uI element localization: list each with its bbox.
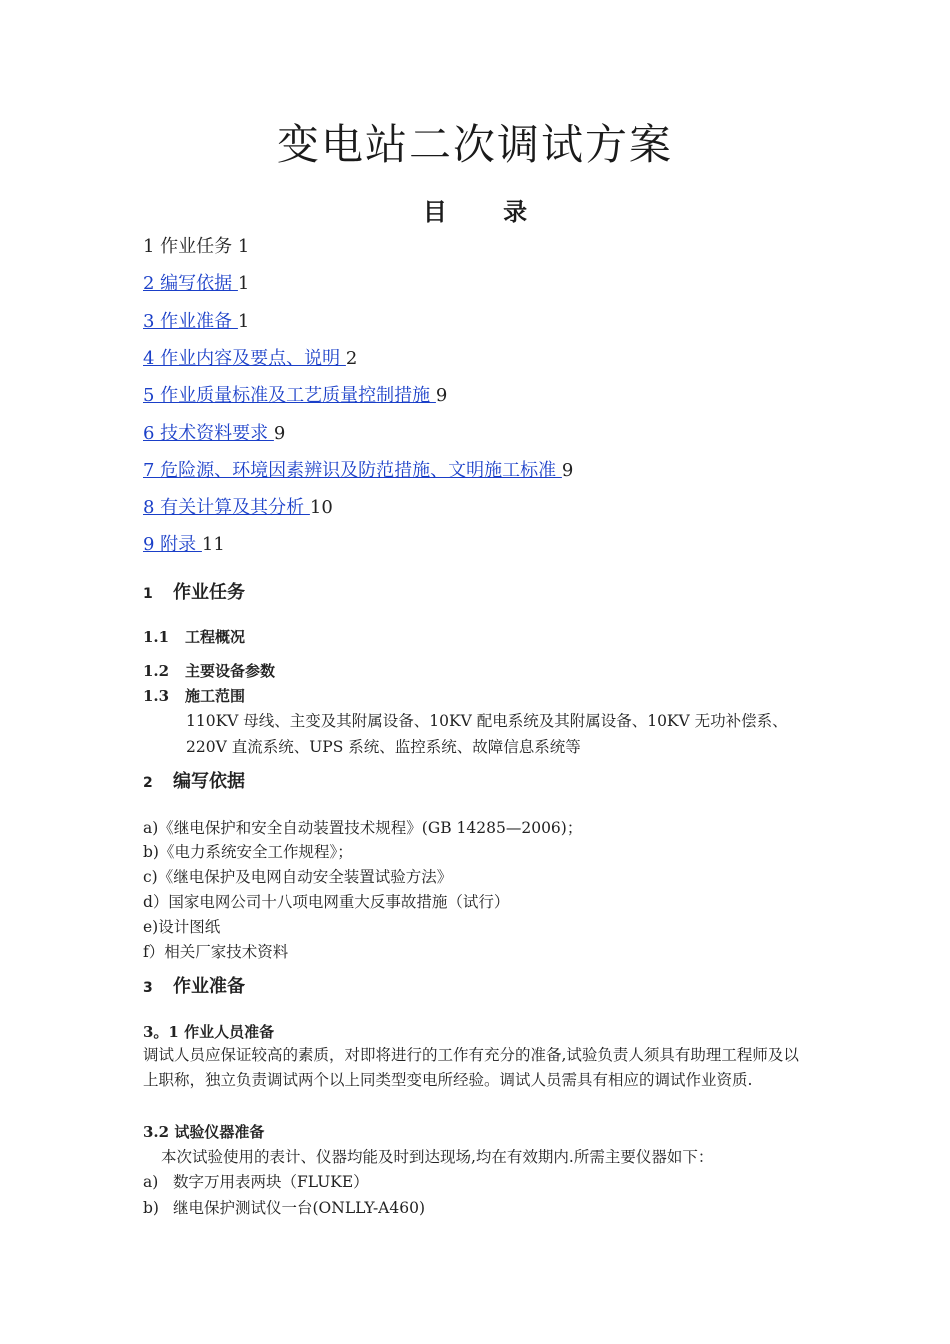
- toc-link[interactable]: 3 作业准备: [143, 310, 238, 332]
- toc-heading: 目 录: [422, 198, 528, 226]
- toc-item[interactable]: [143, 530, 225, 556]
- document-title: 变电站二次调试方案: [276, 120, 673, 169]
- toc-item: [143, 232, 249, 258]
- subsection-1-1-heading: 1.1 工程概况: [143, 628, 246, 646]
- subsection-3-1-heading: 3。1 作业人员准备: [143, 1023, 275, 1041]
- toc-page-number: 1: [237, 310, 250, 332]
- instrument-item-a: a) 数字万用表两块（FLUKE）: [143, 1173, 369, 1191]
- subsection-1-2-heading: 1.2 主要设备参数: [143, 662, 276, 680]
- toc-link[interactable]: 2 编写依据: [143, 273, 238, 295]
- toc-item[interactable]: [143, 419, 285, 445]
- toc-link[interactable]: 6 技术资料要求: [143, 422, 274, 444]
- scope-text-line-1: 110KV 母线、主变及其附属设备、10KV 配电系统及其附属设备、10KV 无功补偿系、: [186, 712, 788, 730]
- toc-link[interactable]: 5 作业质量标准及工艺质量控制措施: [143, 385, 436, 407]
- toc-link[interactable]: 9 附录: [143, 534, 202, 556]
- section-3-heading: 3 作业准备: [143, 976, 245, 997]
- scope-text-line-2: 220V 直流系统、UPS 系统、监控系统、故障信息系统等: [186, 738, 581, 756]
- subsection-1-3-heading: 1.3 施工范围: [143, 687, 246, 705]
- toc-item[interactable]: [143, 493, 333, 519]
- reference-item-b: b)《电力系统安全工作规程》；: [143, 843, 353, 861]
- personnel-paragraph: 调试人员应保证较高的素质，对即将进行的工作有充分的准备,试验负责人须具有助理工程师及以上职称，独立负责调试两个以上同类型变电所经验。调试人员需具有相应的调试作业资质.: [143, 1046, 799, 1089]
- instruments-intro: 本次试验使用的表计、仪器均能及时到达现场,均在有效期内.所需主要仪器如下：: [161, 1148, 714, 1166]
- toc-page-number: 2: [345, 347, 358, 369]
- reference-item-a: a)《继电保护和安全自动装置技术规程》(GB 14285—2006)；: [143, 819, 583, 837]
- toc-item[interactable]: [143, 269, 249, 295]
- reference-item-c: c)《继电保护及电网自动安全装置试验方法》: [143, 868, 453, 886]
- toc-item[interactable]: [143, 344, 357, 370]
- toc-item[interactable]: [143, 307, 249, 333]
- toc-link[interactable]: 7 危险源、环境因素辨识及防范措施、文明施工标准: [143, 459, 562, 481]
- toc-item[interactable]: [143, 456, 573, 482]
- toc-page-number: 9: [435, 385, 448, 407]
- reference-item-f: f）相关厂家技术资料: [143, 943, 289, 961]
- toc-link[interactable]: 8 有关计算及其分析: [143, 497, 310, 519]
- toc-page-number: 11: [201, 534, 225, 556]
- section-2-heading: 2 编写依据: [143, 771, 245, 792]
- instrument-item-b: b) 继电保护测试仪一台(ONLLY-A460): [143, 1199, 426, 1217]
- toc-page-number: 1: [237, 236, 250, 257]
- toc-page-number: 9: [273, 422, 286, 444]
- toc-page-number: 9: [561, 459, 574, 481]
- toc-item[interactable]: [143, 381, 447, 407]
- subsection-3-2-heading: 3.2 试验仪器准备: [143, 1123, 265, 1141]
- toc-page-number: 1: [237, 273, 250, 295]
- toc-link[interactable]: 4 作业内容及要点、说明: [143, 347, 346, 369]
- toc-label: 1 作业任务: [143, 236, 238, 257]
- section-1-heading: 1 作业任务: [143, 582, 245, 603]
- reference-item-e: e)设计图纸: [143, 918, 221, 936]
- toc-page-number: 10: [309, 497, 333, 519]
- reference-item-d: d）国家电网公司十八项电网重大反事故措施（试行）: [143, 893, 510, 911]
